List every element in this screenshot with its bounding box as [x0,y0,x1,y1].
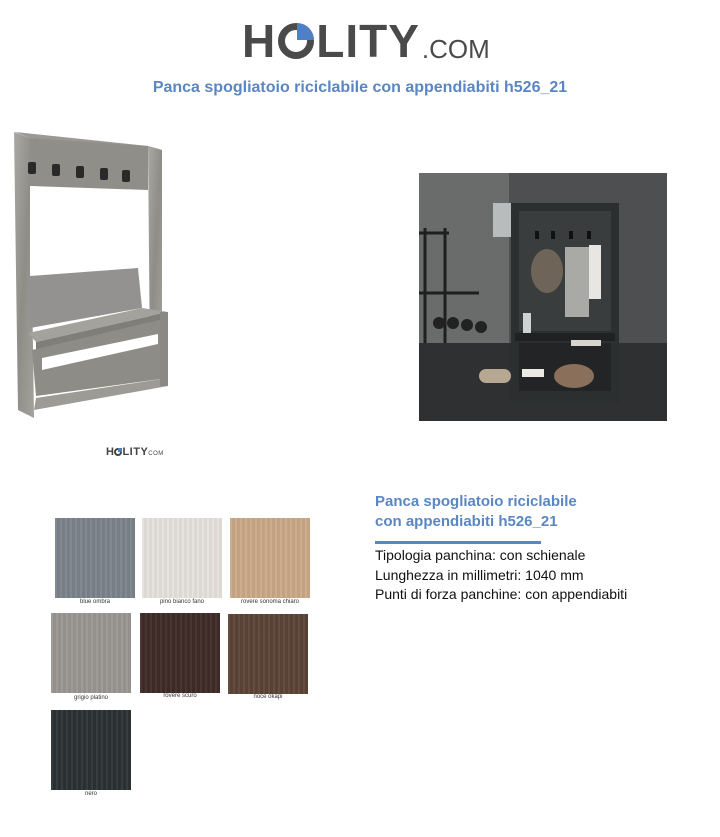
site-logo[interactable] [242,14,490,67]
swatch-label: grigio platino [73,695,109,701]
swatch-label: rovere sonoma chiaro [240,599,300,605]
swatch-chip [51,710,131,790]
logo-suffix: .COM [421,34,490,64]
spec-item: Lunghezza in millimetri: 1040 mm [375,566,584,583]
title-divider [375,541,541,544]
spec-item: Punti di forza panchine: con appendiabiti [375,586,628,602]
product-title-line2: con appendiabiti h526_21 [375,513,558,530]
product-image-gym-scene [419,173,667,421]
spec-item: Tipologia panchina: con schienale [375,547,586,563]
swatch-chip [51,613,131,693]
logo-ring-icon [278,23,314,59]
logo-text-h: H [242,15,277,67]
product-title [375,492,675,532]
product-title-line1: Panca spogliatoio riciclabile [375,493,577,510]
product-image-bench [10,128,175,420]
swatch-label: rovere scuro [163,693,197,699]
swatch-label: noce okapi [253,694,283,700]
swatch-label: nero [84,791,97,797]
logo-text-lity: LITY [316,15,420,67]
swatch-label: blue ombra [79,599,111,605]
mini-logo [106,446,164,458]
mini-logo-lity: LITY [122,446,149,458]
page-title: Panca spogliatoio riciclabile con appendiabiti h526_21 [152,79,568,96]
mini-logo-h: H [106,446,115,458]
swatch-chip [142,518,222,598]
swatch-label: pino bianco fano [159,599,205,605]
swatch-chip [140,613,220,693]
swatch-chip [55,518,135,598]
spec-list [375,546,705,605]
swatch-chip [228,614,308,694]
mini-logo-suffix: COM [148,451,164,457]
swatch-chip [230,518,310,598]
